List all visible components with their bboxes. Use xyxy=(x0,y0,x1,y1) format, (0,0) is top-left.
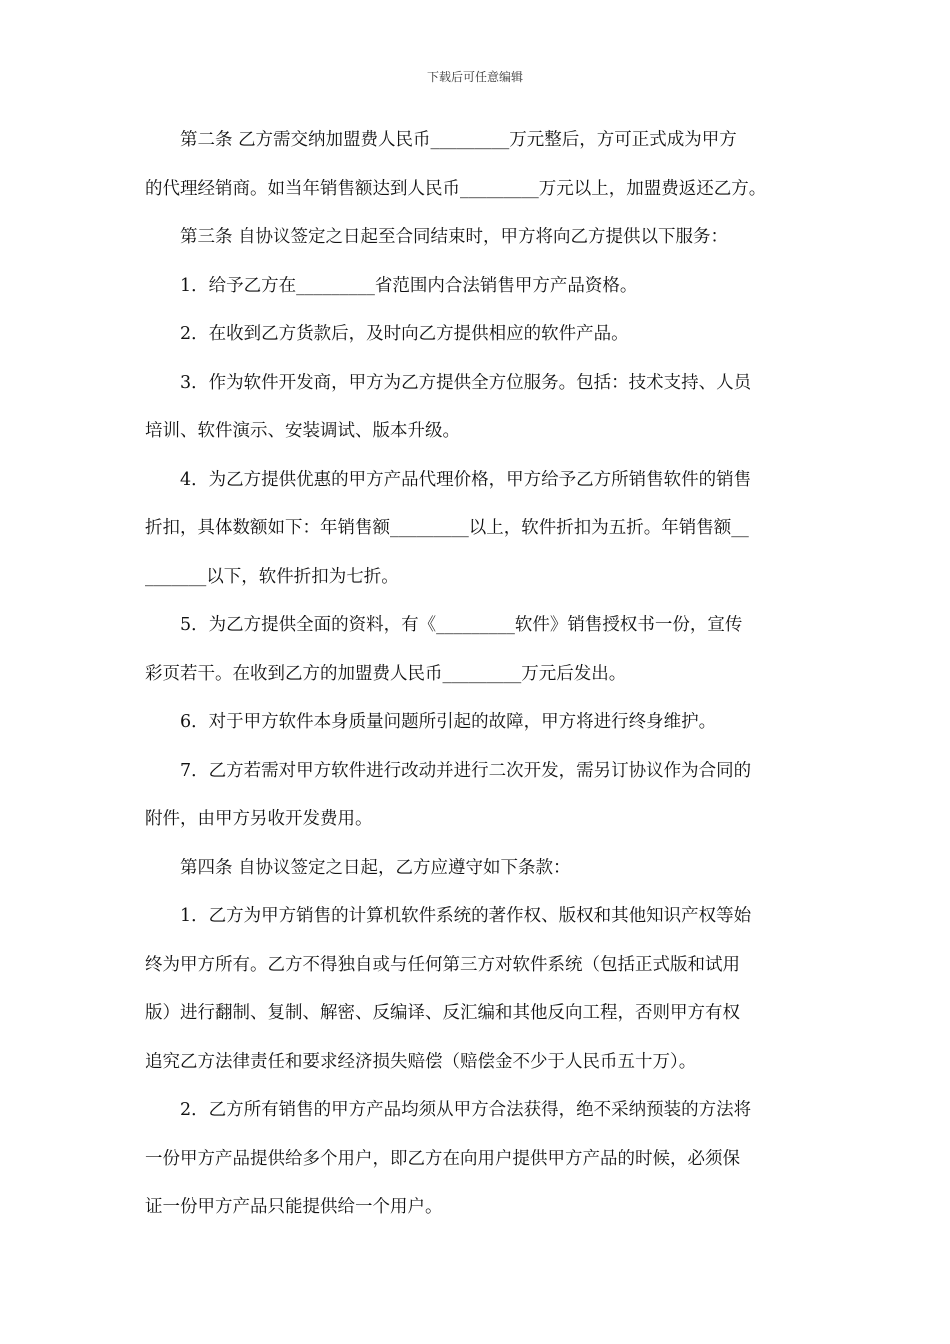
document-body xyxy=(145,116,815,1232)
text-line: 追究乙方法律责任和要求经济损失赔偿（赔偿金不少于人民币五十万）。 xyxy=(145,1051,697,1072)
text-line: 2．乙方所有销售的甲方产品均须从甲方合法获得，绝不采纳预装的方法将 xyxy=(180,1100,752,1120)
text-line: 彩页若干。在收到乙方的加盟费人民币_________万元后发出。 xyxy=(145,663,627,684)
text-line: 一份甲方产品提供给多个用户，即乙方在向用户提供甲方产品的时候，必须保 xyxy=(145,1148,740,1169)
text-line: 第三条 自协议签定之日起至合同结束时，甲方将向乙方提供以下服务： xyxy=(180,227,729,247)
text-line: 5．为乙方提供全面的资料，有《_________软件》销售授权书一份，宣传 xyxy=(180,615,743,635)
page-header: 下载后可任意编辑 xyxy=(426,70,523,84)
text-line: 培训、软件演示、安装调试、版本升级。 xyxy=(145,421,460,441)
text-line: 2．在收到乙方货款后，及时向乙方提供相应的软件产品。 xyxy=(180,324,629,344)
text-line: 4．为乙方提供优惠的甲方产品代理价格，甲方给予乙方所销售软件的销售 xyxy=(180,469,752,490)
text-line: _______以下，软件折扣为七折。 xyxy=(145,566,399,587)
text-line: 第四条 自协议签定之日起，乙方应遵守如下条款： xyxy=(180,857,571,878)
text-line: 1．乙方为甲方销售的计算机软件系统的著作权、版权和其他知识产权等始 xyxy=(180,906,752,926)
text-line: 7．乙方若需对甲方软件进行改动并进行二次开发，需另订协议作为合同的 xyxy=(180,760,752,781)
text-line: 版）进行翻制、复制、解密、反编译、反汇编和其他反向工程，否则甲方有权 xyxy=(145,1003,740,1023)
text-line: 折扣，具体数额如下：年销售额_________以上，软件折扣为五折。年销售额__ xyxy=(145,518,749,538)
text-line: 1．给予乙方在_________省范围内合法销售甲方产品资格。 xyxy=(180,275,638,296)
text-line: 的代理经销商。如当年销售额达到人民币_________万元以上，加盟费返还乙方。 xyxy=(145,178,767,199)
text-line: 第二条 乙方需交纳加盟费人民币_________万元整后，方可正式成为甲方 xyxy=(180,130,737,150)
text-line: 终为甲方所有。乙方不得独自或与任何第三方对软件系统（包括正式版和试用 xyxy=(145,954,740,975)
text-line: 3．作为软件开发商，甲方为乙方提供全方位服务。包括：技术支持、人员 xyxy=(180,372,752,393)
text-line: 证一份甲方产品只能提供给一个用户。 xyxy=(145,1197,443,1217)
text-line: 6．对于甲方软件本身质量问题所引起的故障，甲方将进行终身维护。 xyxy=(180,712,717,732)
text-line: 附件，由甲方另收开发费用。 xyxy=(145,809,373,829)
